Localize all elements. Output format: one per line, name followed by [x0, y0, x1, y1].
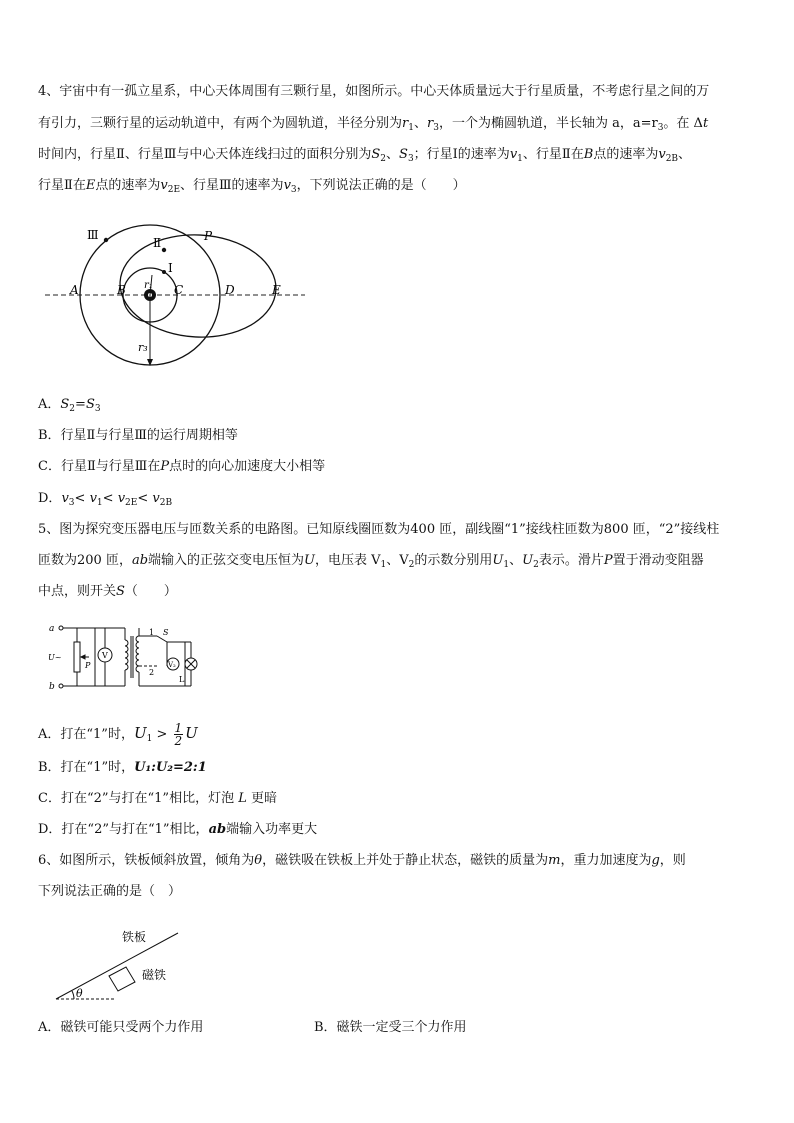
q6-option-b[interactable]: B．磁铁一定受三个力作用 — [314, 1020, 467, 1035]
label-C: C — [174, 283, 184, 297]
label-r1: r₁ — [144, 280, 153, 291]
magnet-block — [109, 967, 135, 991]
q5-option-d[interactable]: D．打在“2”与打在“1”相比，ab端输入功率更大 — [38, 822, 318, 837]
label-r3: r₃ — [138, 341, 148, 354]
label-E: E — [272, 283, 281, 297]
label-V2: V₂ — [168, 661, 176, 669]
q6-text-line1: 6、如图所示，铁板倾斜放置，倾角为θ，磁铁吸在铁板上并处于静止状态，磁铁的质量为m，重力加速度为g，则 — [38, 853, 686, 868]
label-a: a — [49, 624, 55, 634]
orbit-II — [117, 231, 278, 341]
label-P: P — [85, 661, 91, 670]
q4-option-b[interactable]: B．行星Ⅱ与行星Ⅲ的运行周期相等 — [38, 428, 238, 443]
q4-text-line3: 时间内，行星Ⅱ、行星Ⅲ与中心天体连线扫过的面积分别为$S_2$、$S_3$；行星Ⅰ的速率为$v_1$、行星Ⅱ在B点的速率为$v_{2B}$、 — [38, 147, 692, 164]
q4-text-line1: 4、宇宙中有一孤立星系，中心天体周围有三颗行星，如图所示。中心天体质量远大于行星质量，不考虑行星之间的万 — [38, 84, 710, 99]
label-B: B — [117, 283, 126, 297]
label-1: 1 — [149, 628, 155, 637]
label-P: P — [204, 229, 213, 243]
q5-option-c[interactable]: C．打在“2”与打在“1”相比，灯泡 L 更暗 — [38, 791, 278, 806]
q5-text-line1: 5、图为探究变压器电压与匝数关系的电路图。已知原线圈匝数为400 匝，副线圈“1”接线柱匝数为800 匝，“2”接线柱 — [38, 522, 720, 537]
q4-text-line4: 行星Ⅱ在E点的速率为$v_{2E}$、行星Ⅲ的速率为$v_3$，下列说法正确的是（ ） — [38, 178, 466, 195]
q5-circuit-figure — [45, 622, 205, 694]
label-magnet: 磁铁 — [142, 968, 167, 982]
q4-option-c[interactable]: C．行星Ⅱ与行星Ⅲ在P点时的向心加速度大小相等 — [38, 459, 326, 474]
q5-option-b[interactable]: B．打在“1”时，U₁:U₂=2:1 — [38, 760, 207, 775]
label-2: 2 — [149, 668, 155, 677]
q6-option-a[interactable]: A．磁铁可能只受两个力作用 — [38, 1020, 204, 1035]
q4-option-d[interactable]: D．$v_3< v_1< v_{2E}< v_{2B}$ — [38, 491, 173, 508]
planet-I — [162, 270, 166, 274]
q5-text-line3: 中点，则开关S（ ） — [38, 584, 177, 599]
q5-option-a[interactable]: A．打在“1”时，$U_1$ > $\frac{1}{2}$ U — [38, 721, 198, 748]
q4-orbit-figure — [40, 218, 315, 368]
label-D: D — [225, 283, 235, 297]
q6-incline-figure — [52, 925, 187, 1003]
label-S: S — [163, 628, 169, 637]
planet-II — [162, 248, 166, 252]
q5-text-line2: 匝数为200 匝，ab端输入的正弦交变电压恒为U，电压表 $V_1$、$V_2$的示数分别用$U_1$、$U_2$表示。滑片P置于滑动变阻器 — [38, 553, 704, 570]
label-L: L — [179, 675, 185, 684]
label-A: A — [70, 283, 79, 297]
label-U: U~ — [48, 653, 62, 662]
label-V1: V — [102, 651, 108, 660]
label-III: Ⅲ — [87, 228, 99, 242]
label-I: Ⅰ — [168, 261, 173, 275]
q4-text-line2: 有引力，三颗行星的运动轨道中，有两个为圆轨道，半径分别为$r_1$、$r_3$，一个为椭圆轨道，半长轴为 a，$a=r_3$。在 Δt — [38, 116, 709, 133]
label-II: Ⅱ — [153, 236, 162, 250]
label-theta: θ — [76, 987, 83, 1000]
label-b: b — [49, 682, 55, 692]
label-plate: 铁板 — [122, 930, 147, 944]
q6-text-line2: 下列说法正确的是（ ） — [38, 884, 182, 899]
planet-III — [104, 238, 108, 242]
q4-option-a[interactable]: A．$S_2=S_3$ — [38, 397, 101, 414]
